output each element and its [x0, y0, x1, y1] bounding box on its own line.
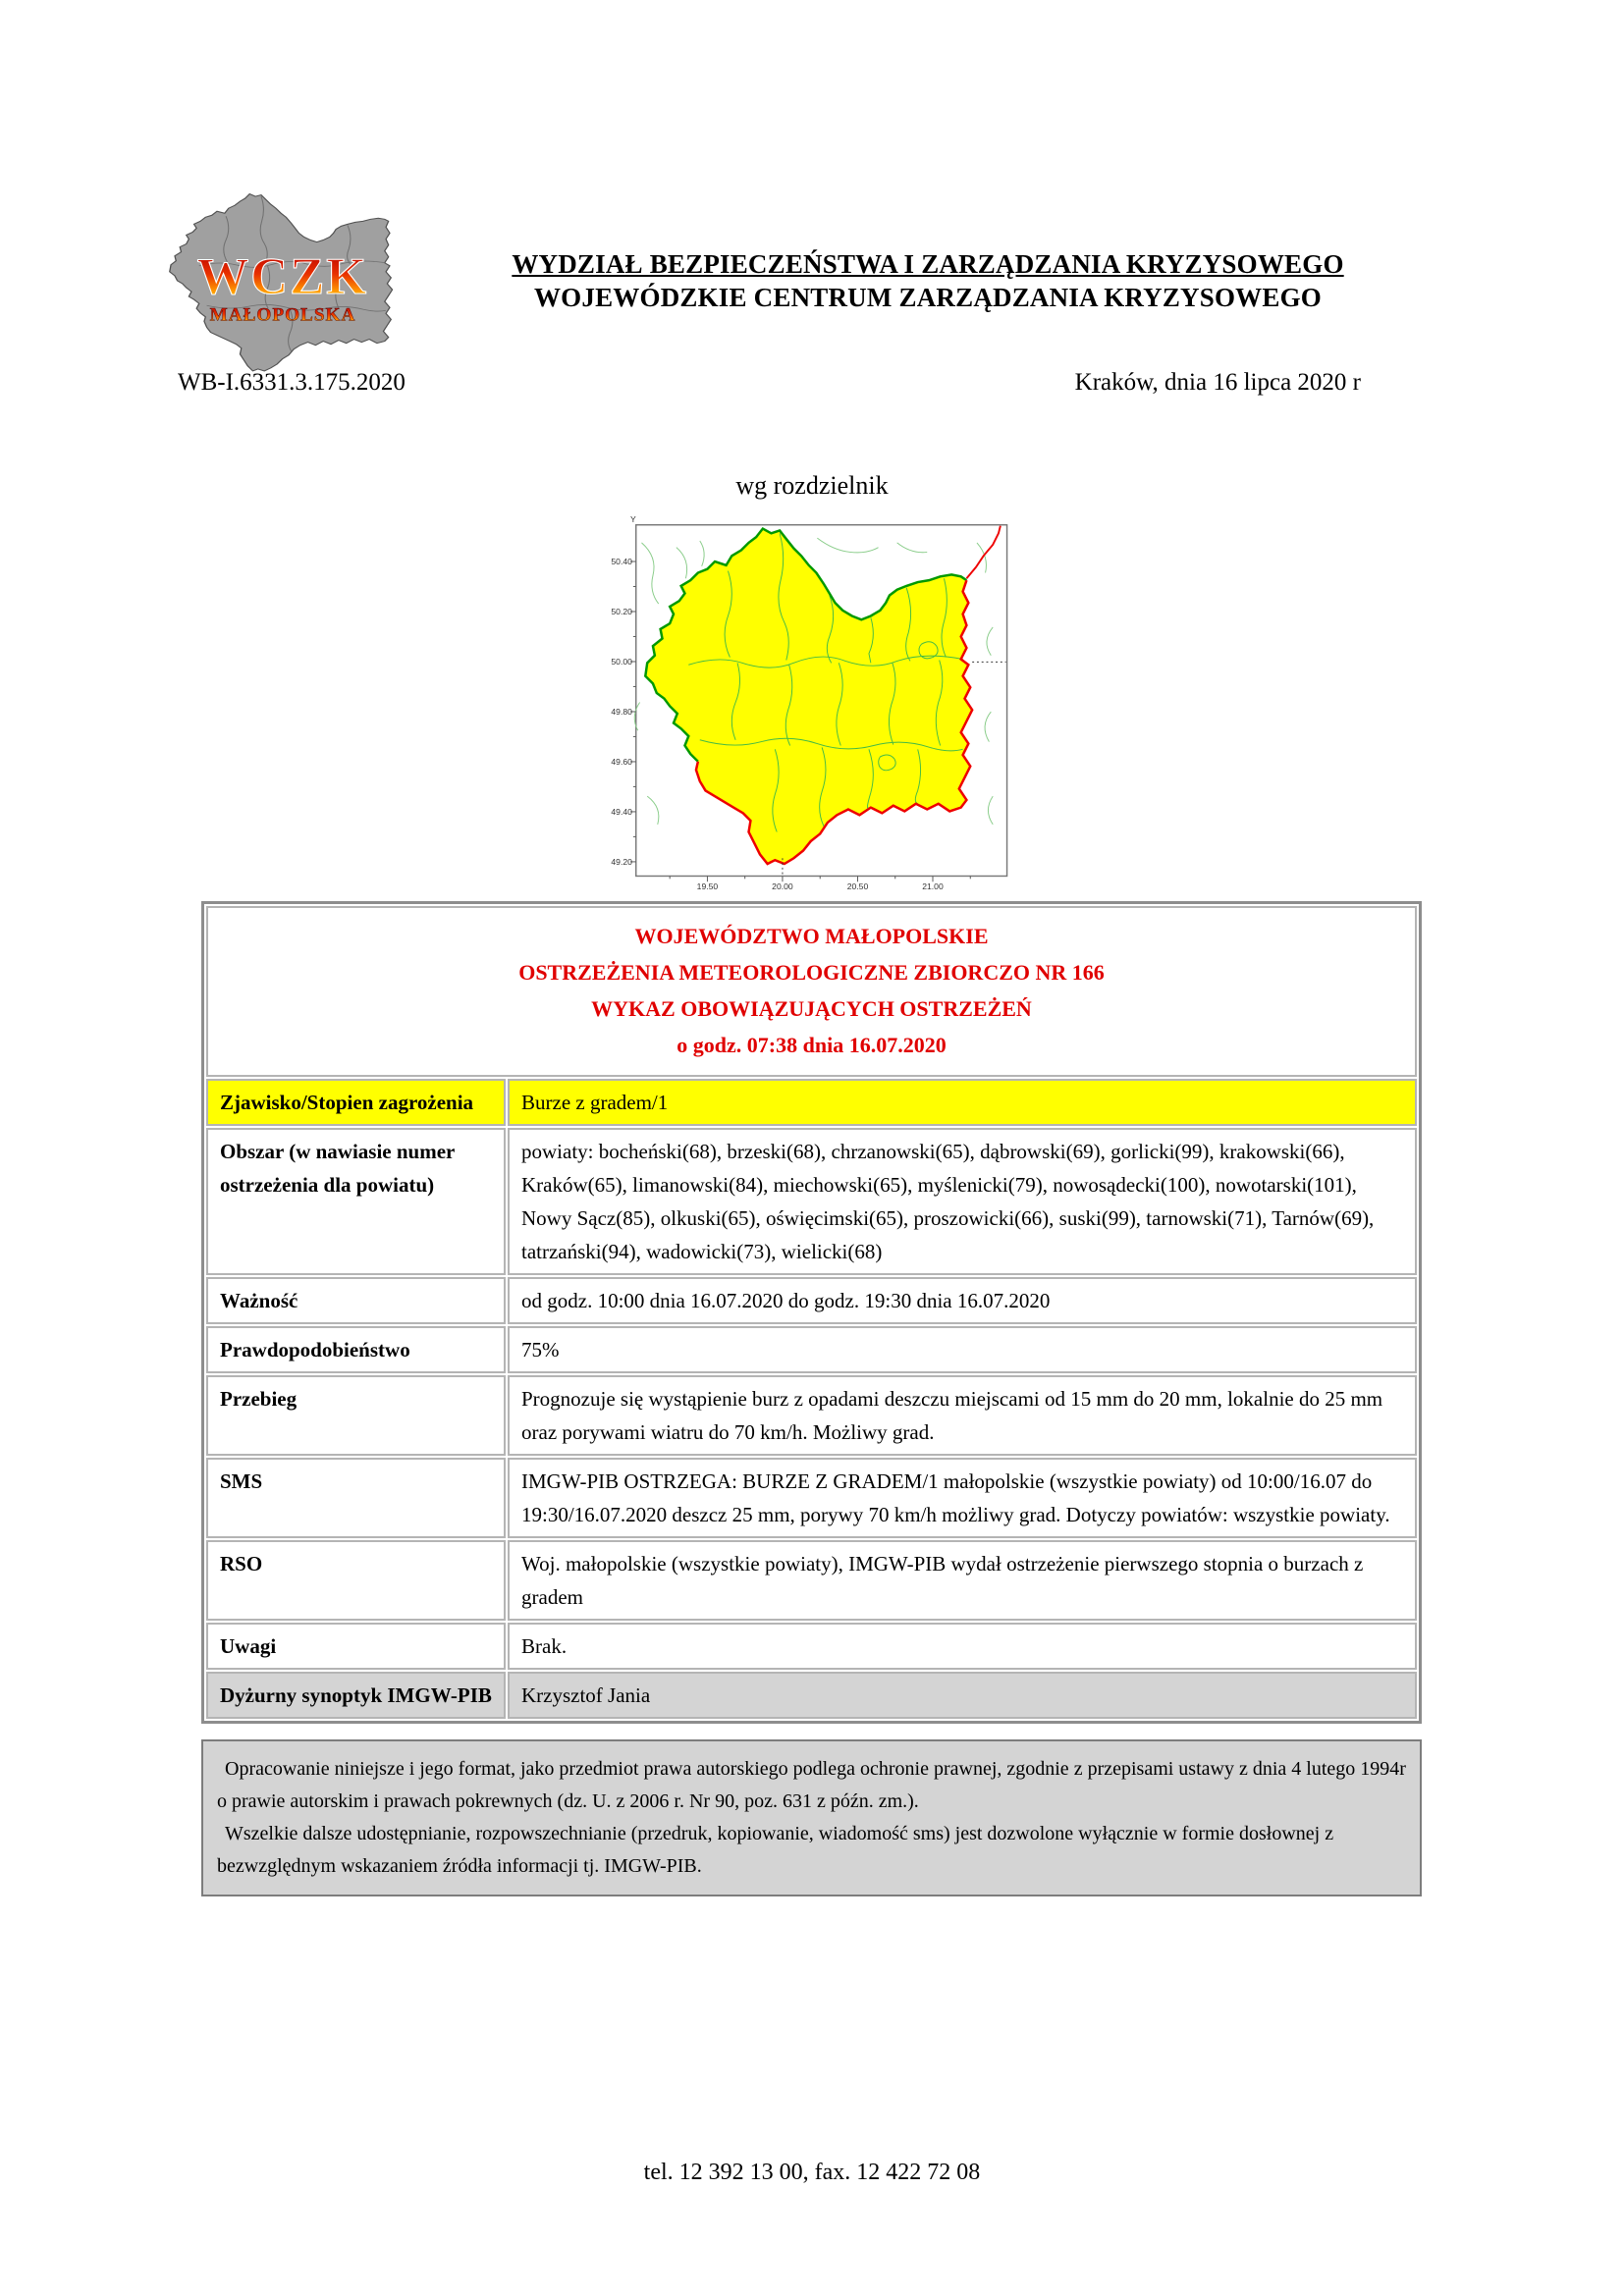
logo-acronym: WCZK [196, 248, 369, 306]
row-sms [206, 1458, 1417, 1538]
table-title-row [206, 906, 1417, 1077]
table-title-voivodeship: WOJEWÓDZTWO MAŁOPOLSKIE [634, 924, 989, 948]
logo-region: MAŁOPOLSKA [209, 304, 356, 326]
row-sms-label: SMS [206, 1458, 506, 1538]
row-waznosc-value: od godz. 10:00 dnia 16.07.2020 do godz. 19:30 dnia 16.07.2020 [508, 1277, 1417, 1324]
copyright-box [201, 1739, 1422, 1896]
row-prawdopodobienstwo-label: Prawdopodobieństwo [206, 1326, 506, 1373]
x-tick-3: 21.00 [922, 881, 944, 890]
malopolska-map-chart [587, 514, 1019, 890]
table-title-cell [206, 906, 1417, 1077]
row-synoptyk-label: Dyżurny synoptyk IMGW-PIB [206, 1672, 506, 1719]
row-zjawisko [206, 1079, 1417, 1126]
warning-map [587, 514, 1019, 890]
row-zjawisko-label: Zjawisko/Stopien zagrożenia [206, 1079, 506, 1126]
row-obszar-value: powiaty: bocheński(68), brzeski(68), chrzanowski(65), dąbrowski(69), gorlicki(99), krakowski(66), Kraków(65), limanowski(84), miechowski(65), myślenicki(79), nowosądecki(100), nowotarski(101), Nowy Sącz(85), olkuski(65), oświęcimski(65), proszowicki(66), suski(99), tarnowski(71), Tarnów(69), tatrzański(94), wadowicki(73), wielicki(68) [508, 1128, 1417, 1275]
row-prawdopodobienstwo-value: 75% [508, 1326, 1417, 1373]
place-date: Kraków, dnia 16 lipca 2020 r [1074, 369, 1361, 396]
copyright-paragraph-2: Wszelkie dalsze udostępnianie, rozpowszechnianie (przedruk, kopiowanie, wiadomość sms) jest dozwolone wyłącznie w formie dosłownej z bezwzględnym wskazaniem źródła informacji tj. IMGW-PIB. [217, 1823, 1334, 1877]
x-tick-0: 19.50 [696, 881, 719, 890]
warnings-section [201, 901, 1422, 1896]
row-przebieg-value: Prognozuje się wystąpienie burz z opadami deszczu miejscami od 15 mm do 20 mm, lokalnie do 25 mm oraz porywami wiatru do 70 km/h. Możliwy grad. [508, 1375, 1417, 1456]
contact-footer: tel. 12 392 13 00, fax. 12 422 72 08 [643, 2160, 981, 2185]
row-zjawisko-value: Burze z gradem/1 [508, 1079, 1417, 1126]
row-sms-value: IMGW-PIB OSTRZEGA: BURZE Z GRADEM/1 małopolskie (wszystkie powiaty) od 10:00/16.07 do 19:30/16.07.2020 deszcz 25 mm, porywy 70 km/h możliwy grad. Dotyczy powiatów: wszystkie powiaty. [508, 1458, 1417, 1538]
logo-map-icon [153, 190, 416, 379]
row-przebieg-label: Przebieg [206, 1375, 506, 1456]
row-uwagi [206, 1623, 1417, 1670]
reference-number: WB-I.6331.3.175.2020 [178, 369, 406, 396]
warnings-table [201, 901, 1422, 1724]
row-przebieg [206, 1375, 1417, 1456]
y-tick-2: 50.00 [611, 656, 632, 667]
y-tick-0: 50.40 [611, 556, 632, 566]
row-uwagi-value: Brak. [508, 1623, 1417, 1670]
row-uwagi-label: Uwagi [206, 1623, 506, 1670]
row-rso-value: Woj. małopolskie (wszystkie powiaty), IMGW-PIB wydał ostrzeżenie pierwszego stopnia o burzach z gradem [508, 1540, 1417, 1621]
table-title-time: o godz. 07:38 dnia 16.07.2020 [677, 1033, 947, 1057]
row-rso [206, 1540, 1417, 1621]
y-tick-5: 49.40 [611, 806, 632, 817]
row-obszar-label: Obszar (w nawiasie numer ostrzeżenia dla powiatu) [206, 1128, 506, 1275]
row-waznosc-label: Ważność [206, 1277, 506, 1324]
y-tick-6: 49.20 [611, 856, 632, 867]
row-rso-label: RSO [206, 1540, 506, 1621]
wczk-logo [153, 190, 416, 379]
office-title: WOJEWÓDZKIE CENTRUM ZARZĄDZANIA KRYZYSOWEGO [533, 283, 1322, 312]
y-tick-3: 49.80 [611, 706, 632, 717]
x-tick-1: 20.00 [772, 881, 793, 890]
row-waznosc [206, 1277, 1417, 1324]
reference-line [178, 369, 1361, 397]
table-title-bulletin: OSTRZEŻENIA METEOROLOGICZNE ZBIORCZO NR 166 [518, 960, 1105, 985]
y-axis-label: Y [630, 514, 636, 524]
copyright-paragraph-1: Opracowanie niniejsze i jego format, jako przedmiot prawa autorskiego podlega ochronie prawnej, zgodnie z przepisami ustawy z dnia 4 lutego 1994r o prawie autorskim i prawach pokrewnych (dz. U. z 2006 r. Nr 90, poz. 631 z późn. zm.). [217, 1758, 1406, 1812]
row-prawdopodobienstwo [206, 1326, 1417, 1373]
y-tick-4: 49.60 [611, 756, 632, 767]
row-obszar [206, 1128, 1417, 1275]
row-synoptyk-value: Krzysztof Jania [508, 1672, 1417, 1719]
distribution-note: wg rozdzielnik [735, 471, 889, 500]
department-title: WYDZIAŁ BEZPIECZEŃSTWA I ZARZĄDZANIA KRYZYSOWEGO [512, 249, 1344, 279]
y-tick-1: 50.20 [611, 606, 632, 616]
table-title-list: WYKAZ OBOWIĄZUJĄCYCH OSTRZEŻEŃ [591, 996, 1032, 1021]
x-tick-2: 20.50 [846, 881, 869, 890]
header-titles [422, 247, 1434, 314]
row-synoptyk [206, 1672, 1417, 1719]
